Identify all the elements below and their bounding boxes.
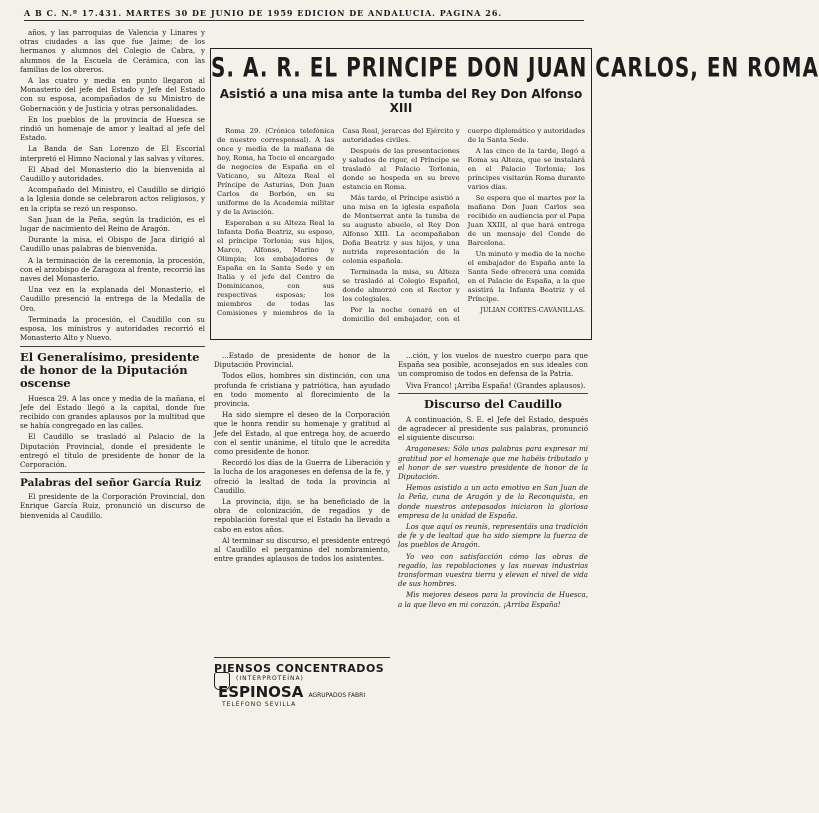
- article-paragraph: Todos ellos, hombres sin distinción, con una profunda fe cristiana y patriótica, han ayudado en todo momento al florecimiento de la provincia.: [214, 371, 390, 409]
- article-paragraph: Por la noche cenará en el domicilio del embajador, con el cuerpo diplomático y autoridades de la Santa Sede.: [342, 127, 585, 323]
- article-paragraph: Aragoneses: Sólo unas palabras para expresar mi gratitud por el homenaje que me habéis tributado y el honor de ser vuestro presidente de honor de la Diputación.: [398, 444, 588, 482]
- advertisement: [214, 657, 390, 719]
- article-paragraph: Mis mejores deseos para la provincia de Huesca, a la que llevo en mi corazón. ¡Arriba España!: [398, 590, 588, 609]
- article-paragraph: Ha sido siempre el deseo de la Corporación que le honra rendir su homenaje y gratitud al Jefe del Estado, al que entrega hoy, de acuerdo con el sentir unánime, el título que le acredita como presidente de honor.: [214, 410, 390, 457]
- feature-body: [217, 127, 585, 335]
- article-paragraph: Acompañado del Ministro, el Caudillo se dirigió a la Iglesia donde se celebraron actos religiosos, y en la cripta se rezó un responso.: [20, 185, 205, 213]
- article-paragraph: Los que aquí os reunís, representáis una tradición de fe y de lealtad que ha sido siempre la fuerza de los pueblos de Aragón.: [398, 522, 588, 550]
- article-paragraph: La Banda de San Lorenzo de El Escorial interpretó el Himno Nacional y las salvas y vítores.: [20, 144, 205, 163]
- article-paragraph: Esperaban a su Alteza Real la Infanta Doña Beatriz, su esposo, el príncipe Torlonia; sus hijos, Marco, Alfonso, Marino y Olimpia; los embajadores de España en la Santa Sede y en Italia y el jefe del Centro de Dominicanos, con sus respectivas esposas; los miembros de todas las Comisiones y miembros de la Casa Real, jerarcas del Ejército y autoridades civiles.: [217, 127, 460, 317]
- article-paragraph: Se espera que el martes por la mañana Don Juan Carlos sea recibido en audiencia por el Papa Juan XXIII, al que hará entrega de un mensaje del Conde de Barcelona.: [467, 194, 585, 247]
- headline-palabras: Palabras del señor García Ruiz: [20, 477, 201, 490]
- article-paragraph: Yo veo con satisfacción cómo las obras de regadío, las repoblaciones y las nuevas industrias transforman vuestra tierra y elevan el nivel de vida de sus hombres.: [398, 551, 588, 589]
- feature-banner: S. A. R. EL PRINCIPE DON JUAN CARLOS, EN ROMA: [211, 50, 819, 84]
- running-head: A B C. N.º 17.431. MARTES 30 DE JUNIO DE 1959 EDICION DE ANDALUCIA. PAGINA 26.: [24, 8, 584, 21]
- headline-discurso: Discurso del Caudillo: [424, 396, 562, 411]
- article-paragraph: Al terminar su discurso, el presidente entregó al Caudillo el pergamino del nombramiento, entre grandes aplausos de todos los asistentes.: [214, 535, 390, 564]
- article-paragraph: Recordó los días de la Guerra de Liberación y la lucha de los aragoneses en defensa de la fe, y ofreció la lealtad de toda la provincia al Caudillo.: [214, 458, 390, 495]
- article-paragraph: Durante la misa, el Obispo de Jaca dirigió al Caudillo unas palabras de bienvenida.: [20, 235, 205, 254]
- ad-headline: PIENSOS CONCENTRADOS: [214, 662, 385, 675]
- article-paragraph: Un minuto y media de la noche el embajador de España ante la Santa Sede ofrecerá una comida en el Palacio de España, a la que asistirá la Infanta Beatriz y el Príncipe.: [467, 250, 585, 303]
- right-column: [398, 351, 588, 791]
- article-paragraph: Viva Franco! ¡Arriba España! (Grandes aplausos).: [406, 380, 586, 390]
- article-paragraph: A las cinco de la tarde, llegó a Roma su Alteza, que se instalará en el Palacio Torlonia; los príncipes visitarán Roma durante varios días.: [467, 147, 585, 191]
- article-paragraph: En los pueblos de la provincia de Huesca se rindió un homenaje de amor y lealtad al jefe del Estado.: [20, 114, 205, 143]
- article-paragraph: El presidente de la Corporación Provincial, don Enrique García Ruiz, pronunció un discurso de bienvenida al Caudillo.: [20, 492, 205, 520]
- feed-sack-icon: [214, 672, 230, 690]
- middle-column: [214, 351, 390, 651]
- article-paragraph: Después de las presentaciones y saludos de rigor, el Príncipe se trasladó al Palacio Torlonia, donde se hospeda en su breve estancia en Roma.: [342, 147, 460, 191]
- article-paragraph: Más tarde, el Príncipe asistió a una misa en la iglesia española de Montserrat ante la tumba de su augusto abuelo, el Rey Don Alfonso XIII. La acompañaban Doña Beatriz y sus hijos, y una nutrida representación de la colonia española.: [342, 194, 460, 265]
- ad-note: AGRUPADOS FABRI: [308, 692, 366, 699]
- article-paragraph: A continuación, S. E. el Jefe del Estado, después de agradecer al presidente sus palabras, pronunció el siguiente discurso:: [398, 414, 588, 443]
- ad-brand: ESPINOSA: [218, 683, 304, 701]
- article-paragraph: Terminada la procesión, el Caudillo con su esposa, los ministros y autoridades recorrió el Monasterio Alto y Nuevo.: [20, 314, 205, 343]
- article-paragraph: Hemos asistido a un acto emotivo en San Juan de la Peña, cuna de Aragón y de la Reconquista, en donde nuestros antepasados iniciaron la gloriosa empresa de la unidad de España.: [398, 483, 588, 520]
- ad-subline: (INTERPROTEÍNA): [236, 675, 304, 682]
- article-paragraph: A las cuatro y media en punto llegaron al Monasterio del jefe del Estado y Jefe del Estado con su esposa, acompañados de su Ministro de Gobernación y de Justicia y otras personalidades.: [20, 76, 205, 113]
- article-paragraph: Huesca 29. A las once y media de la mañana, el Jefe del Estado llegó a la capital, donde fue recibido con grandes aplausos por la multitud que se había congregado en las calles.: [20, 393, 205, 431]
- feature-subhead: Asistió a una misa ante la tumba del Rey Don Alfonso XIII: [219, 87, 583, 115]
- byline: JULIAN CORTES-CAVANILLAS.: [480, 306, 585, 314]
- feature-box: [210, 48, 819, 340]
- article-paragraph: Roma 29. (Crónica telefónica de nuestro corresponsal). A las once y media de la mañana de hoy, Roma, ha Tocio el encargado de negocios de España en el Vaticano, su Alteza Real el Príncipe de Asturias, Don Juan Carlos de Borbón, en su uniforme de la Academia militar y de la Aviación.: [217, 127, 335, 216]
- ad-contact: TELÉFONO SEVILLA: [222, 701, 297, 708]
- left-column: [20, 28, 205, 798]
- divider: [398, 393, 588, 394]
- divider: [20, 472, 205, 473]
- article-paragraph: El Caudillo se trasladó al Palacio de la Diputación Provincial, donde el presidente le entregó el título de presidente de honor de la Corporación.: [20, 432, 205, 469]
- article-paragraph: ...ción, y los vuelos de nuestro cuerpo para que España sea posible, aconsejados en sus ideales con un compromiso de todos en defensa de la Patria.: [398, 351, 588, 379]
- article-paragraph: ...Estado de presidente de honor de la Diputación Provincial.: [214, 351, 390, 370]
- article-paragraph: La provincia, dijo, se ha beneficiado de la obra de colonización, de regadíos y de repoblación forestal que el Estado ha llevado a cabo en estos años.: [214, 497, 390, 534]
- article-paragraph: Terminada la misa, su Alteza se trasladó al Colegio Español, donde almorzó con el Rector y los colegiales.: [342, 268, 460, 303]
- headline-generalisimo: El Generalísimo, presidente de honor de la Diputación oscense: [20, 349, 200, 390]
- article-paragraph: El Abad del Monasterio dio la bienvenida al Caudillo y autoridades.: [20, 164, 205, 184]
- article-paragraph: Una vez en la explanada del Monasterio, el Caudillo presenció la entrega de la Medalla de Oro.: [20, 285, 205, 313]
- divider: [20, 346, 205, 347]
- article-paragraph: San Juan de la Peña, según la tradición, es el lugar de nacimiento del Reino de Aragón.: [20, 214, 205, 234]
- article-paragraph: años, y las parroquias de Valencia y Linares y otras ciudades a las que fue Jaime; de los hermanos y alumnos del Colegio de Cabra, y alumnos de la Escuela de Cerámica, con las familias de los obreros.: [20, 28, 205, 74]
- article-paragraph: A la terminación de la ceremonia, la procesión, con el arzobispo de Zaragoza al frente, recorrió las naves del Monasterio.: [20, 255, 205, 284]
